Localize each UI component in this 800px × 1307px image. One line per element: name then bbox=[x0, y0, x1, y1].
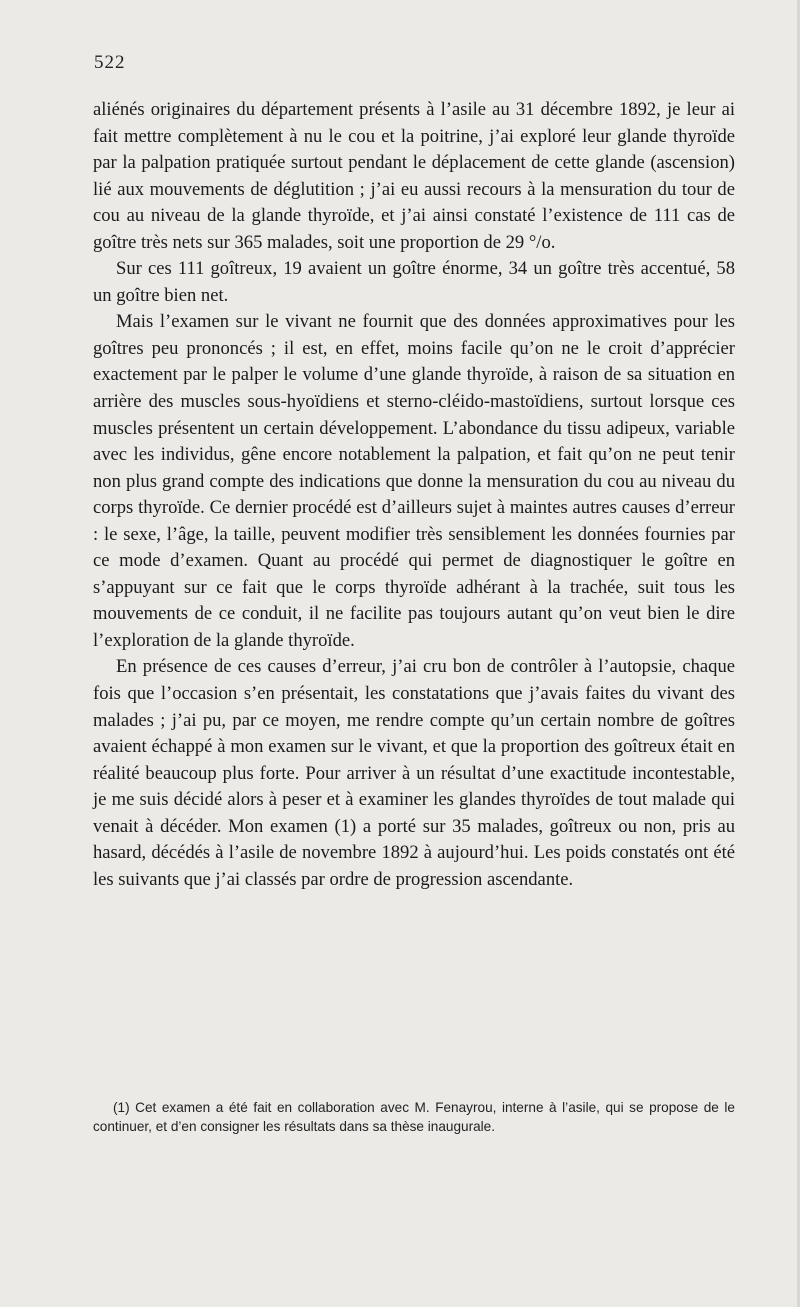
paragraph-2: Sur ces 111 goîtreux, 19 avaient un goître énorme, 34 un goître très accentué, 58 un goître bien net. bbox=[93, 258, 735, 306]
footnote bbox=[93, 1098, 735, 1136]
body-text bbox=[93, 97, 735, 893]
paragraph-4: En présence de ces causes d’erreur, j’ai cru bon de contrôler à l’autopsie, chaque fois que l’occasion s’en présentait, les constatations que j’avais faites du vivant des malades ; j’ai pu, par ce moyen, me rendre compte qu’un certain nombre de goîtres avaient échappé à mon examen sur le vivant, et que la proportion des goîtreux était en réalité beaucoup plus forte. Pour arriver à un résultat d’une exactitude incontestable, je me suis décidé alors à peser et à examiner les glandes thyroïdes de tout malade qui venait à décéder. Mon examen (1) a porté sur 35 malades, goîtreux ou non, pris au hasard, décédés à l’asile de novembre 1892 à aujourd’hui. Les poids constatés ont été les suivants que j’ai classés par ordre de progression ascendante. bbox=[93, 656, 735, 890]
footnote-text: (1) Cet examen a été fait en collaboration avec M. Fenayrou, interne à l’asile, qui se propose de le continuer, et d’en consigner les résultats dans sa thèse inaugurale. bbox=[93, 1100, 735, 1134]
paragraph-3: Mais l’examen sur le vivant ne fournit que des données approximatives pour les goîtres peu prononcés ; il est, en effet, moins facile qu’on ne le croit d’apprécier exactement par le palper le volume d’une glande thyroïde, à raison de sa situation en arrière des muscles sous-hyoïdiens et sterno-cléido-mastoïdiens, surtout lorsque ces muscles présentent un certain développement. L’abondance du tissu adipeux, variable avec les individus, gêne encore notablement la palpation, et fait qu’on ne peut tenir non plus grand compte des indications que donne la mensuration du cou au niveau du corps thyroïde. Ce dernier procédé est d’ailleurs sujet à maintes autres causes d’erreur : le sexe, l’âge, la taille, peuvent modifier très sensiblement les données fournies par ce mode d’examen. Quant au procédé qui permet de diagnostiquer le goître en s’appuyant sur ce fait que le corps thyroïde adhérant à la trachée, suit tous les mouvements de ce conduit, il ne facilite pas toujours autant qu’on veut bien le dire l’exploration de la glande thyroïde. bbox=[93, 311, 735, 651]
page-number: 522 bbox=[94, 52, 126, 73]
paragraph-1: aliénés originaires du département présents à l’asile au 31 décembre 1892, je leur ai fait mettre complètement à nu le cou et la poitrine, j’ai exploré leur glande thyroïde par la palpation pratiquée surtout pendant le déplacement de cette glande (ascension) lié aux mouvements de déglutition ; j’ai eu aussi recours à la mensuration du tour de cou au niveau de la glande thyroïde, et j’ai ainsi constaté l’existence de 111 cas de goître très nets sur 365 malades, soit une proportion de 29 °/o. bbox=[93, 99, 735, 253]
